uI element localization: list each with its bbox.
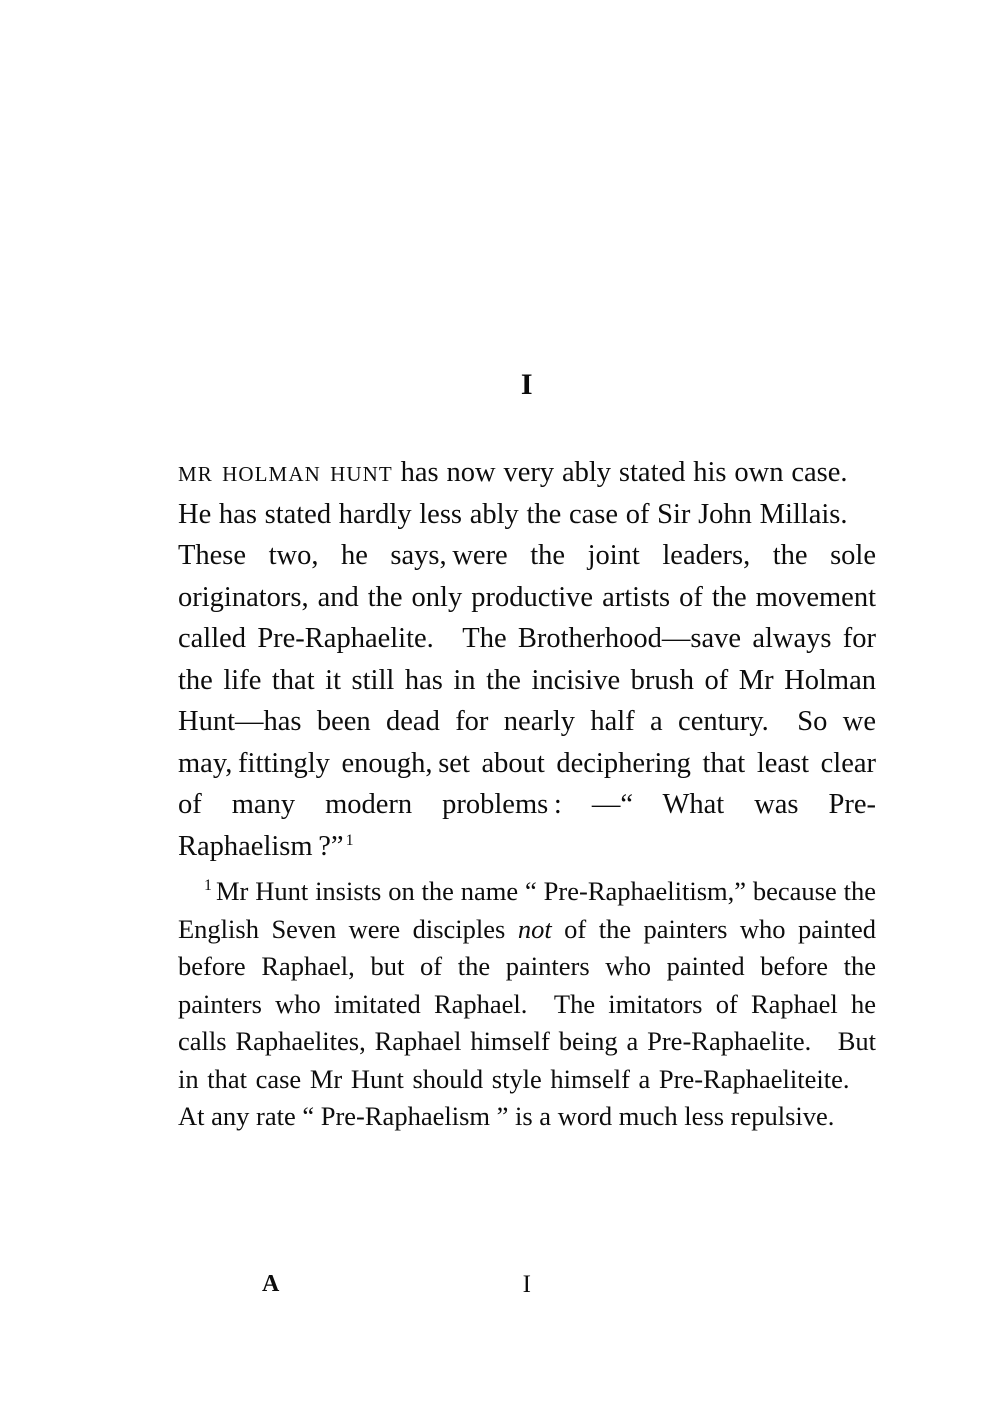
page-number: I <box>522 1271 532 1298</box>
opening-small-caps: mr holman hunt <box>178 456 393 488</box>
footnote-number: 1 <box>204 877 212 895</box>
footnote-text-before-italic: Mr Hunt insists on the name “ Pre-Raphaelitism,” because the English Seven were disciples <box>178 876 876 944</box>
chapter-heading: I <box>520 368 534 401</box>
footnote-reference-marker: 1 <box>345 831 354 849</box>
body-paragraph <box>178 452 876 867</box>
footnote-text-after-italic: of the painters who painted before Raphael, but of the painters who painted before the painters who imitated Raphael. The imitators of Raphael he calls Raphaelites, Raphael himself being a Pre-Raphaelite. But in that case Mr Hunt should style himself a Pre-Raphaeliteite. At any rate “ Pre-Raphaelism ” is a word much less repulsive. <box>178 913 876 1131</box>
footnote-italic-word: not <box>517 913 552 944</box>
signature-mark: A <box>262 1271 280 1297</box>
body-paragraph-text: has now very ably stated his own case. He has stated hardly less ably the case of Sir John Millais. These two, he says, were the joint leaders, the sole originators, and the only productive artists of the movement called Pre-Raphaelite. The Brotherhood—save always for the life that it still has in the incisive brush of Mr Holman Hunt—has been dead for nearly half a century. So we may, fittingly enough, set about deciphering that least clear of many modern problems : —“ What was Pre-Raphaelism ?” <box>178 457 876 862</box>
page-footer <box>178 1272 876 1306</box>
text-block <box>178 370 876 1136</box>
footnote <box>178 873 876 1136</box>
